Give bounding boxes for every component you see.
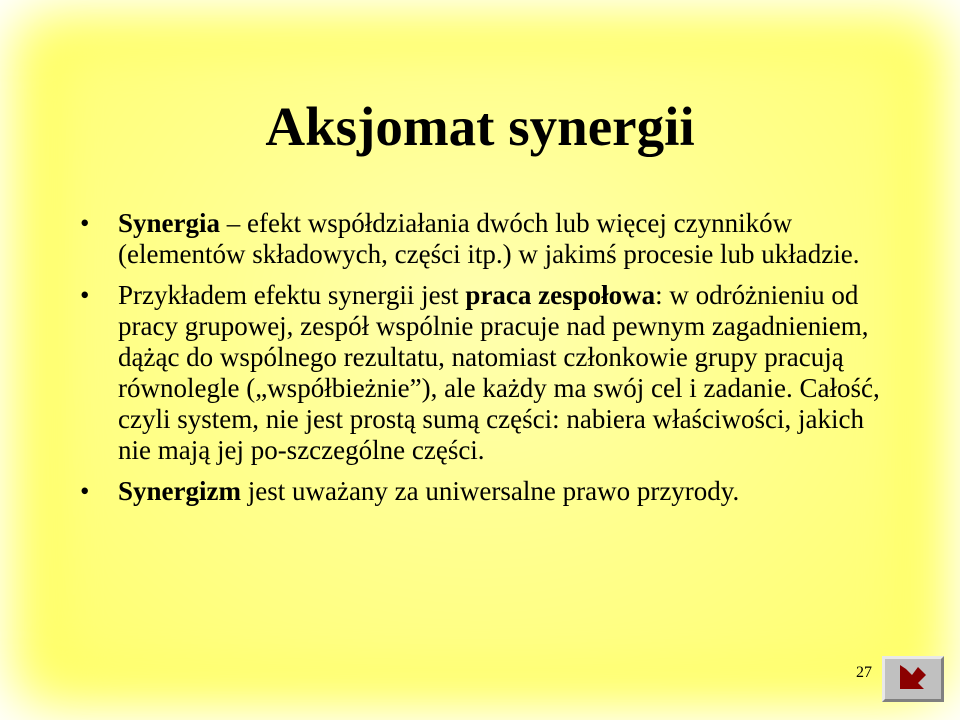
bullet-text-pre: Przykładem efektu synergii jest — [118, 280, 466, 310]
bullet-list — [80, 208, 890, 517]
page-number: 27 — [856, 664, 872, 681]
slide-title: Aksjomat synergii — [265, 96, 695, 157]
bullet-dot: • — [80, 208, 90, 238]
back-arrow-icon — [885, 659, 941, 699]
term-synergia: Synergia — [118, 208, 221, 238]
bullet-dot: • — [80, 476, 90, 506]
bullet-text: : w odróżnieniu od pracy grupowej, zespół wspólnie pracuje nad pewnym zagadnieniem, dążąc do wspólnego rezultatu, natomiast członkowie grupy pracują równolegle („współbieżnie”), ale każdy ma swój cel i zadanie. Całość, czyli system, nie jest prostą sumą części: nabiera właściwości, jakich nie mają jej po-szczególne części. — [118, 280, 880, 465]
term-synergizm: Synergizm — [118, 476, 241, 506]
bullet-item-przyklad — [80, 280, 890, 466]
term-praca-zespolowa: praca zespołowa — [465, 280, 656, 310]
bullet-item-synergizm — [80, 476, 890, 507]
back-nav-button[interactable] — [882, 656, 944, 702]
bullet-text: jest uważany za uniwersalne prawo przyrody. — [240, 476, 740, 506]
bullet-dot: • — [80, 280, 90, 310]
bullet-text: – efekt współdziałania dwóch lub więcej czynników (elementów składowych, części itp.) w jakimś procesie lub układzie. — [118, 208, 860, 269]
bullet-item-synergia — [80, 208, 890, 270]
